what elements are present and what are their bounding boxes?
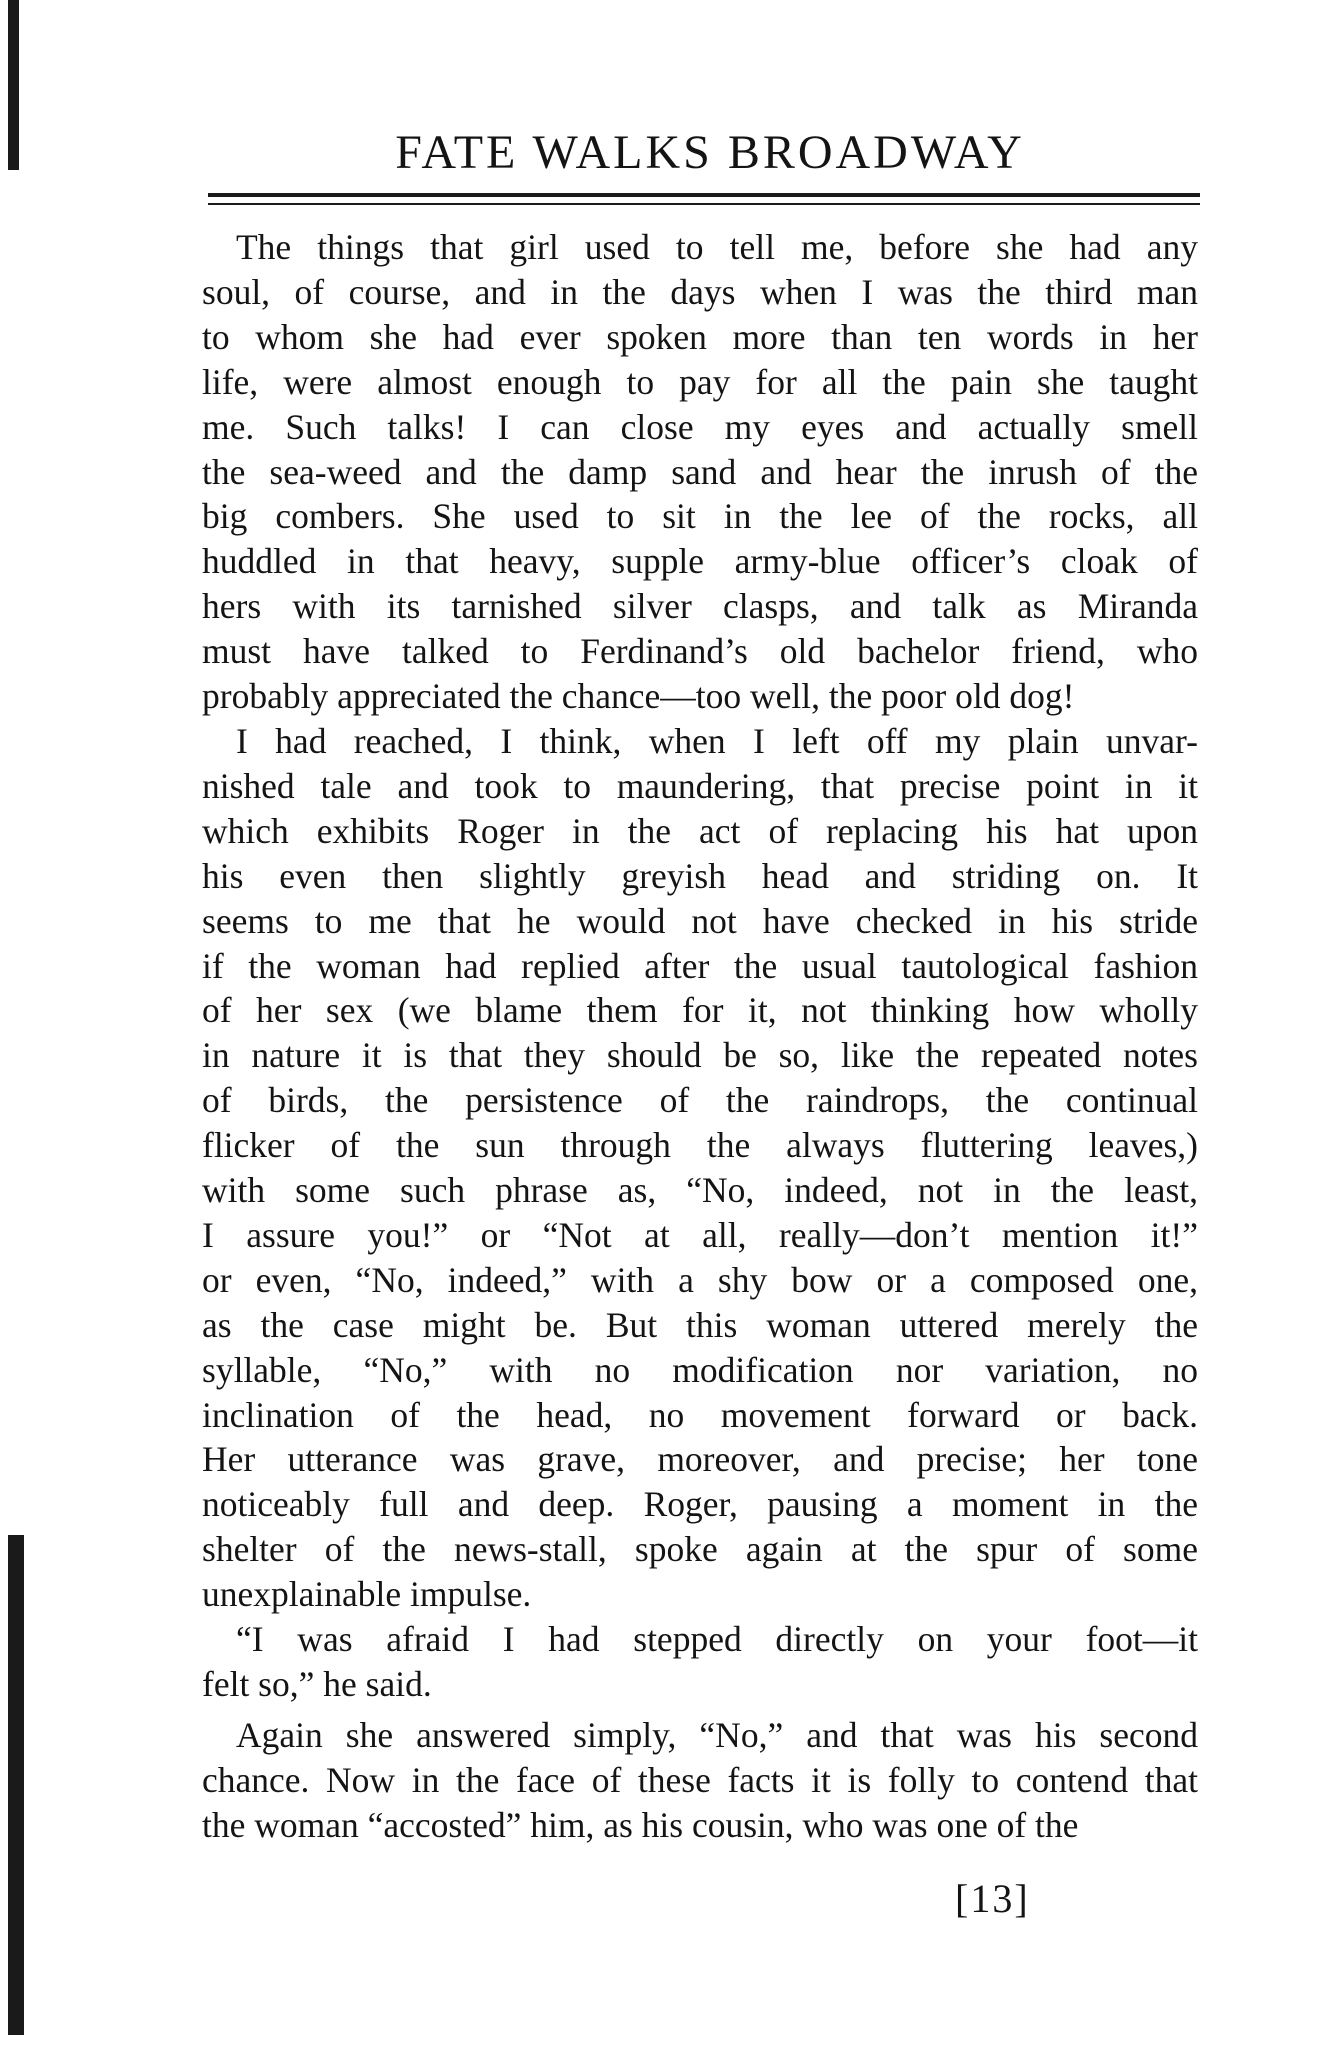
paragraph	[202, 1617, 1198, 1707]
text-line: if the woman had replied after the usual tautological fashion	[202, 945, 1198, 986]
text-line: “I was afraid I had stepped directly on your foot—it	[236, 1619, 1198, 1660]
text-line: Her utterance was grave, moreover, and precise; her tone	[202, 1439, 1198, 1480]
text-line: inclination of the head, no movement forward or back.	[202, 1394, 1198, 1435]
text-line: chance. Now in the face of these facts it is folly to contend that	[202, 1759, 1198, 1800]
text-line: shelter of the news-stall, spoke again at the spur of some	[202, 1529, 1198, 1570]
body-text	[202, 225, 1198, 1848]
text-line: big combers. She used to sit in the lee of the rocks, all	[202, 496, 1198, 537]
scan-edge-mark-bottom	[8, 1535, 24, 2035]
text-line: Again she answered simply, “No,” and that was his second	[236, 1714, 1198, 1755]
text-line: with some such phrase as, “No, indeed, not in the least,	[202, 1170, 1198, 1211]
scan-edge-mark-top	[8, 0, 19, 170]
text-line: must have talked to Ferdinand’s old bachelor friend, who	[202, 631, 1198, 672]
text-line: the sea-weed and the damp sand and hear the inrush of the	[202, 451, 1198, 492]
text-line: syllable, “No,” with no modification nor variation, no	[202, 1349, 1198, 1390]
text-line: in nature it is that they should be so, like the repeated notes	[202, 1035, 1198, 1076]
text-line: unexplainable impulse.	[202, 1574, 532, 1615]
paragraph	[202, 719, 1198, 1617]
text-line: the woman “accosted” him, as his cousin, who was one of the	[202, 1804, 1079, 1845]
text-line: The things that girl used to tell me, before she had any	[236, 227, 1198, 267]
paragraph	[202, 225, 1198, 719]
paragraph	[202, 1713, 1198, 1848]
page-number: [13]	[955, 1876, 1030, 1921]
text-line: probably appreciated the chance—too well, the poor old dog!	[202, 676, 1075, 717]
text-line: his even then slightly greyish head and striding on. It	[202, 855, 1198, 896]
text-line: hers with its tarnished silver clasps, and talk as Miranda	[202, 586, 1198, 627]
text-line: seems to me that he would not have checked in his stride	[202, 900, 1198, 941]
text-line: me. Such talks! I can close my eyes and actually smell	[202, 406, 1198, 447]
text-line: to whom she had ever spoken more than ten words in her	[202, 316, 1198, 357]
text-line: of birds, the persistence of the raindrops, the continual	[202, 1080, 1198, 1121]
text-line: of her sex (we blame them for it, not thinking how wholly	[202, 990, 1198, 1031]
text-line: I had reached, I think, when I left off my plain unvar-	[236, 720, 1198, 761]
text-line: life, were almost enough to pay for all the pain she taught	[202, 361, 1198, 402]
running-head-double-rule	[208, 193, 1200, 205]
text-line: felt so,” he said.	[202, 1664, 432, 1704]
text-line: flicker of the sun through the always fluttering leaves,)	[202, 1125, 1198, 1166]
text-line: huddled in that heavy, supple army-blue officer’s cloak of	[202, 541, 1198, 582]
text-line: or even, “No, indeed,” with a shy bow or a composed one,	[202, 1259, 1198, 1300]
text-line: nished tale and took to maundering, that precise point in it	[202, 765, 1198, 806]
text-line: soul, of course, and in the days when I was the third man	[202, 271, 1198, 312]
text-line: noticeably full and deep. Roger, pausing a moment in the	[202, 1484, 1198, 1525]
running-head: FATE WALKS BROADWAY	[395, 126, 1025, 179]
text-line: which exhibits Roger in the act of replacing his hat upon	[202, 810, 1198, 851]
text-line: I assure you!” or “Not at all, really—don’t mention it!”	[202, 1214, 1198, 1255]
text-line: as the case might be. But this woman uttered merely the	[202, 1304, 1198, 1345]
